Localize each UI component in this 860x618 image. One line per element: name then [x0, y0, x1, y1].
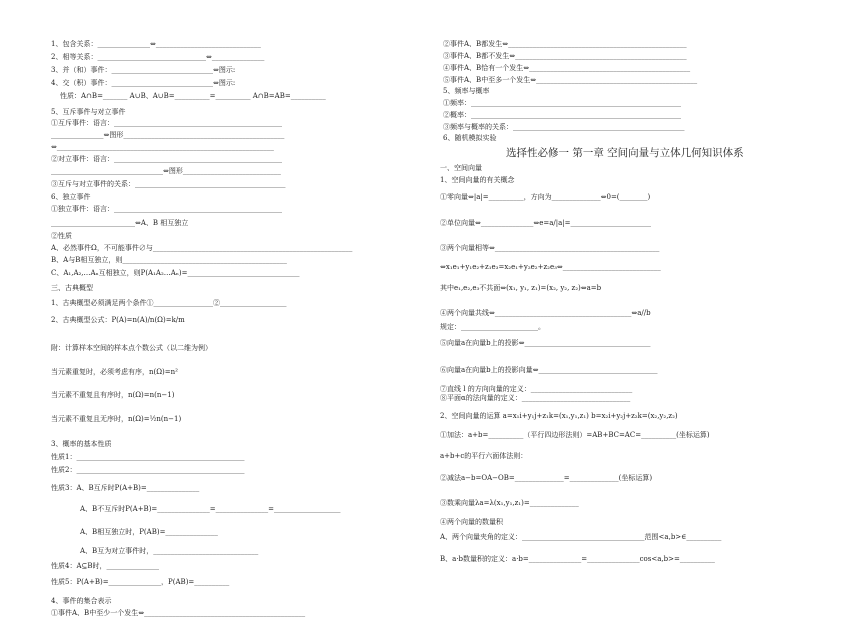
left-column-line: C、A₁,A₂,…Aₙ互相独立，则P(A₁A₂…Aₙ)=________________________________ [51, 269, 300, 277]
left-column-line: 性质1：________________________________________________ [51, 453, 245, 461]
right-column-bottom-line: ③两个向量相等⇔_______________________________________________ [440, 244, 660, 252]
left-column-line: 4、交（积）事件：_____________________________⇔图示: [51, 79, 236, 87]
section-title: 选择性必修一 第一章 空间向量与立体几何知识体系 [506, 147, 744, 159]
right-column-bottom-line: ①零向量⇔|a|=__________，方向为______________⇔0=(________) [440, 193, 651, 201]
left-column-line: _______________⇔图形______________________________________________ [51, 131, 285, 139]
right-column-bottom-line: 规定：______________________。 [440, 323, 545, 331]
left-column-line: ①独立事件：语言：________________________________________________ [51, 205, 282, 213]
left-column-line: A、B不互斥时P(A+B)=_______________=_______________=___________________ [80, 505, 341, 513]
left-column-line: ①事件A、B中至少一个发生⇔______________________________________________ [51, 609, 306, 617]
left-column-line: ________________________⇔A、B 相互独立 [51, 219, 189, 227]
right-column-bottom-line: ⑥向量a在向量b上的投影向量⇔__________________________________ [440, 366, 658, 374]
right-column-top-line: ③事件A、B都不发生⇔_________________________________________________ [443, 52, 687, 60]
left-column-line: ①互斥事件：语言：________________________________________________ [51, 119, 282, 127]
right-column-bottom-line: ④两个向量的数量积 [440, 518, 503, 526]
right-column-bottom-line: ②减法a−b=OA−OB=______________=______________(坐标运算) [440, 474, 653, 482]
left-column-line: 2、古典概型公式：P(A)=n(A)/n(Ω)=k/m [51, 316, 185, 324]
left-column-line: 当元素重复时，必须考虑有序，n(Ω)=n² [51, 368, 178, 376]
left-column-line: ________________________________⇔图形____________________________ [51, 167, 281, 175]
left-column-line: ③互斥与对立事件的关系：___________________________________________ [51, 180, 286, 188]
left-column-line: ②性质 [51, 232, 72, 240]
left-column-line: 3、概率的基本性质 [51, 440, 112, 448]
right-column-bottom-line: ⑦直线 l 的方向向量的定义：_____________________________ [440, 385, 633, 393]
left-column-line: 性质4：A⊆B时，_______________ [51, 562, 160, 570]
right-column-bottom-line: ⇔x₁e₁+y₁e₂+z₁e₃=x₂e₁+y₂e₂+z₂e₃⇔____________________________ [440, 263, 661, 271]
left-column-line: B、A与B相互独立，则_______________________________________________ [51, 256, 287, 264]
right-column-top-line: 5、频率与概率 [443, 87, 490, 95]
left-column-line: A、B互为对立事件时，______________________________ [80, 547, 259, 555]
right-column-bottom-line: B、a·b数量积的定义：a·b=_______________=_______________cos<a,b>=__________ [440, 555, 715, 563]
left-column-line: 性质：A∩B=_______ A∪B、A∪B=__________=__________ A∩B=AB=__________ [60, 92, 326, 100]
right-column-top-line: ②概率：____________________________________________________________ [443, 111, 681, 119]
left-column-line: 5、互斥事件与对立事件 [51, 108, 126, 116]
left-column-line: 当元素不重复且有序时，n(Ω)=n(n−1) [51, 391, 175, 399]
right-column-top-line: ②事件A、B都发生⇔___________________________________________________ [443, 40, 687, 48]
right-column-top-line: ④事件A、B恰有一个发生⇔______________________________________________ [443, 64, 691, 72]
right-column-bottom-line: ③数乘向量λa=λ(x₁,y₁,z₁)=______________ [440, 499, 579, 507]
right-column-top-line: 6、随机模拟实验 [443, 134, 497, 142]
left-column-line: 性质3：A、B互斥时P(A+B)=_______________ [51, 484, 200, 492]
right-column-bottom-line: 其中e₁,e₂,e₃不共面⇔(x₁, y₁, z₁)=(x₂, y₂, z₂)⇔a=b [440, 284, 602, 292]
right-column-bottom-line: ⑧平面α的法向量的定义：_______________________________ [440, 394, 631, 402]
left-column-line: 性质2：________________________________________________ [51, 466, 245, 474]
left-column-line: ②对立事件：语言：________________________________________________ [51, 155, 282, 163]
left-column-line: 1、古典概型必须满足两个条件①_________________②___________________ [51, 299, 287, 307]
right-column-bottom-line: ②单位向量⇔_______________⇔e=a/|a|=_______________________ [440, 219, 652, 227]
left-column-line: A、必然事件Ω，不可能事件∅与_________________________________________________________ [51, 244, 353, 252]
right-column-bottom-line: 一、空间向量 [440, 164, 482, 172]
left-column-line: ⇔______________________________________________________________ [51, 143, 274, 151]
right-column-top-line: ①频率：____________________________________________________________ [443, 99, 681, 107]
left-column-line: 附：计算样本空间的样本点个数公式（以二维为例） [51, 344, 212, 352]
right-column-bottom-line: A、两个向量夹角的定义：___________________________________范围<a,b>∈__________ [440, 533, 722, 541]
left-column-line: 6、独立事件 [51, 193, 91, 201]
right-column-bottom-line: ①加法：a+b=__________（平行四边形法则）=AB+BC=AC=__________(坐标运算) [440, 431, 710, 439]
left-column-line: 2、相等关系：_______________________________⇔_______________ [51, 53, 265, 61]
right-column-bottom-line: ⑤向量a在向量b上的投影⇔____________________________________ [440, 339, 651, 347]
right-column-bottom-line: 2、空间向量的运算 a=x₁i+y₁j+z₁k=(x₁,y₁,z₁) b=x₂i+y₂j+z₂k=(x₂,y₂,z₂) [440, 412, 678, 420]
left-column-line: 三、古典概型 [51, 284, 93, 292]
left-column-line: 4、事件的集合表示 [51, 597, 112, 605]
left-column-line: 当元素不重复且无序时，n(Ω)=½n(n−1) [51, 415, 182, 423]
right-column-top-line: ⑤事件A、B中至多一个发生⇔______________________________________________ [443, 76, 698, 84]
left-column-line: A、B相互独立时，P(AB)=_______________ [80, 528, 218, 536]
right-column-bottom-line: ④两个向量共线⇔_______________________________________⇔a//b [440, 309, 651, 317]
left-column-line: 性质5：P(A+B)=_______________，P(AB)=__________ [51, 578, 230, 586]
right-column-bottom-line: a+b+c的平行六面体法则： [440, 452, 528, 460]
right-column-bottom-line: 1、空间向量的有关概念 [440, 176, 515, 184]
right-column-top-line: ③频率与概率的关系：_________________________________________________ [443, 123, 685, 131]
left-column-line: 3、并（和）事件：_____________________________⇔图示: [51, 66, 236, 74]
left-column-line: 1、包含关系：_______________⇔______________________________ [51, 40, 261, 48]
